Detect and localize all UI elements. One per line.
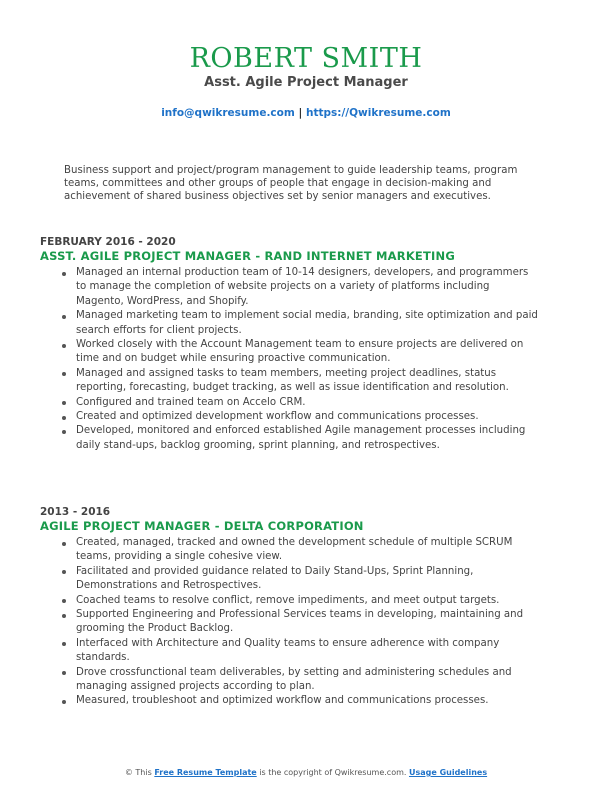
bullet-item: Managed and assigned tasks to team members, meeting project deadlines, status reporting, forecasting, budget tracking, as well as issue identification and resolution. xyxy=(40,367,540,396)
footer-copyright-text: is the copyright of Qwikresume.com. xyxy=(259,768,407,777)
experience-entry-2 xyxy=(40,506,540,709)
bullet-item: Managed marketing team to implement social media, branding, site optimization and paid search efforts for client projects. xyxy=(40,309,540,338)
bullet-item: Created and optimized development workflow and communications processes. xyxy=(40,410,540,424)
footer-prefix: © This xyxy=(124,768,152,777)
job-bullets xyxy=(40,536,540,709)
bullet-item: Supported Engineering and Professional Services teams in developing, maintaining and grooming the Product Backlog. xyxy=(40,608,540,637)
contact-line xyxy=(0,107,612,120)
bullet-item: Worked closely with the Account Management team to ensure projects are delivered on time and on budget while ensuring proactive communication. xyxy=(40,338,540,367)
bullet-item: Facilitated and provided guidance related to Daily Stand-Ups, Sprint Planning, Demonstrations and Retrospectives. xyxy=(40,565,540,594)
bullet-item: Drove crossfunctional team deliverables, by setting and administering schedules and managing assigned projects according to plan. xyxy=(40,666,540,695)
bullet-item: Managed an internal production team of 10-14 designers, developers, and programmers to manage the completion of website projects on a variety of platforms including Magento, WordPress, and Shopify. xyxy=(40,266,540,309)
bullet-item: Interfaced with Architecture and Quality teams to ensure adherence with company standards. xyxy=(40,637,540,666)
job-dates: 2013 - 2016 xyxy=(40,506,111,518)
candidate-role: Asst. Agile Project Manager xyxy=(204,75,408,90)
contact-separator: | xyxy=(298,107,303,119)
website-link[interactable]: https://Qwikresume.com xyxy=(305,107,451,119)
professional-summary: Business support and project/program management to guide leadership teams, program teams, committees and other groups of people that engage in decision-making and achievement of shared business objectives set by senior managers and executives. xyxy=(64,165,518,202)
candidate-name: ROBERT SMITH xyxy=(189,43,423,74)
bullet-item: Configured and trained team on Accelo CRM. xyxy=(40,396,540,410)
job-dates: FEBRUARY 2016 - 2020 xyxy=(40,236,176,248)
job-title: ASST. AGILE PROJECT MANAGER - RAND INTERNET MARKETING xyxy=(40,249,455,263)
copyright-footer xyxy=(0,768,612,778)
bullet-item: Created, managed, tracked and owned the development schedule of multiple SCRUM teams, providing a single cohesive view. xyxy=(40,536,540,565)
job-bullets xyxy=(40,266,540,453)
bullet-item: Measured, troubleshoot and optimized workflow and communications processes. xyxy=(40,694,540,708)
email-link[interactable]: info@qwikresume.com xyxy=(161,107,295,119)
bullet-item: Developed, monitored and enforced established Agile management processes including daily stand-ups, backlog grooming, sprint planning, and retrospectives. xyxy=(40,424,540,453)
job-title: AGILE PROJECT MANAGER - DELTA CORPORATION xyxy=(40,519,364,533)
experience-entry-1 xyxy=(40,236,540,453)
usage-guidelines-link[interactable]: Usage Guidelines xyxy=(408,768,488,777)
bullet-item: Coached teams to resolve conflict, remove impediments, and meet output targets. xyxy=(40,594,540,608)
free-resume-template-link[interactable]: Free Resume Template xyxy=(154,768,257,777)
resume-header xyxy=(0,44,612,120)
